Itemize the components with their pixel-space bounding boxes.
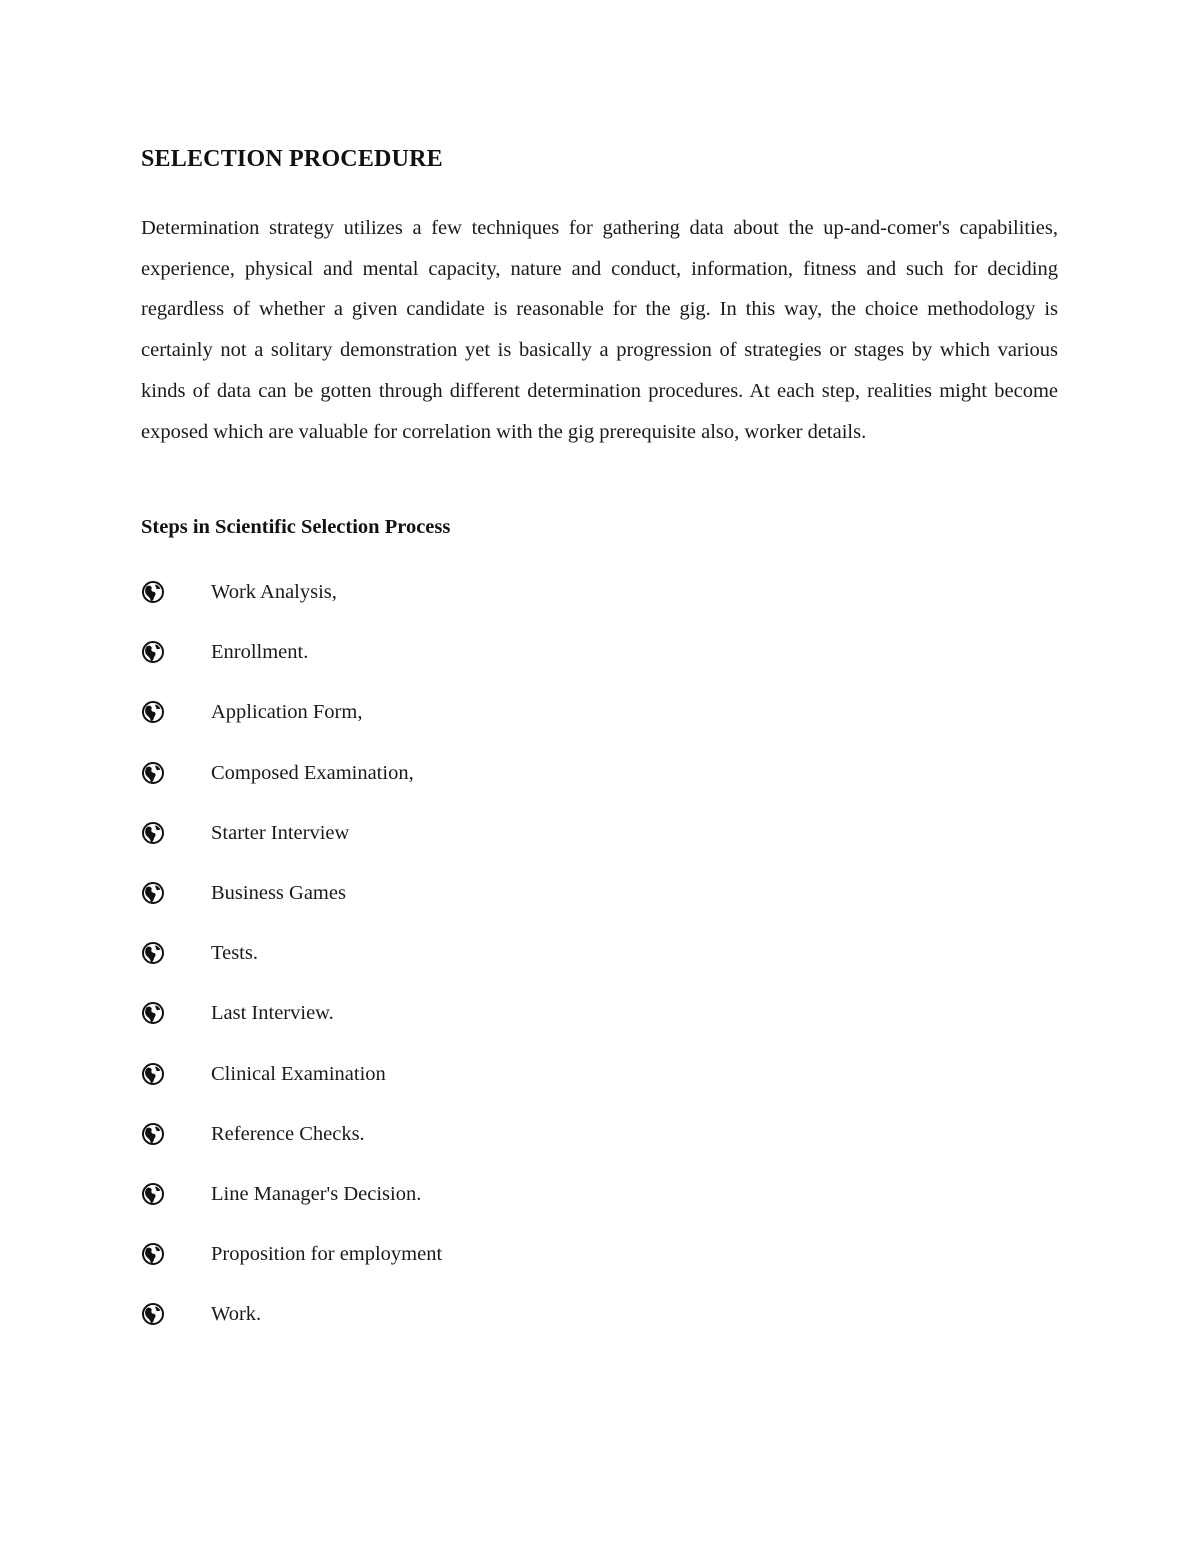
list-item <box>141 1233 442 1293</box>
step-label: Proposition for employment <box>211 1243 443 1266</box>
step-label: Enrollment. <box>211 641 309 664</box>
list-item <box>141 992 442 1052</box>
list-item <box>141 691 442 751</box>
step-label: Work Analysis, <box>211 581 337 603</box>
page-title: SELECTION PROCEDURE <box>141 146 443 172</box>
globe-icon <box>141 1302 165 1326</box>
list-item <box>141 752 442 812</box>
steps-list <box>141 571 442 1353</box>
step-label: Last Interview. <box>211 1002 334 1025</box>
step-label: Line Manager's Decision. <box>211 1182 422 1205</box>
globe-icon <box>141 821 165 845</box>
step-label: Composed Examination, <box>211 761 414 784</box>
globe-icon <box>141 1122 165 1146</box>
list-item <box>141 812 442 872</box>
globe-icon <box>141 761 165 785</box>
list-item <box>141 932 442 992</box>
globe-icon <box>141 700 165 724</box>
list-item <box>141 872 442 932</box>
globe-icon <box>141 1001 165 1025</box>
globe-icon <box>141 580 165 604</box>
list-item <box>141 1173 442 1233</box>
globe-icon <box>141 1182 165 1206</box>
steps-heading: Steps in Scientific Selection Process <box>141 516 451 538</box>
intro-paragraph: Determination strategy utilizes a few techniques for gathering data about the up-and-comer's capabilities, experience, physical and mental capacity, nature and conduct, information, fitness and such for deciding regardless of whether a given candidate is reasonable for the gig. In this way, the choice methodology is certainly not a solitary demonstration yet is basically a progression of strategies or stages by which various kinds of data can be gotten through different determination procedures. At each step, realities might become exposed which are valuable for correlation with the gig prerequisite also, worker details. <box>141 217 1058 443</box>
step-label: Business Games <box>211 881 346 904</box>
step-label: Application Form, <box>211 701 363 724</box>
globe-icon <box>141 640 165 664</box>
step-label: Reference Checks. <box>211 1122 365 1145</box>
globe-icon <box>141 941 165 965</box>
step-label: Clinical Examination <box>211 1062 386 1085</box>
step-label: Starter Interview <box>211 821 350 844</box>
list-item <box>141 1293 442 1353</box>
globe-icon <box>141 1242 165 1266</box>
list-item <box>141 1053 442 1113</box>
globe-icon <box>141 1062 165 1086</box>
list-item <box>141 571 442 631</box>
globe-icon <box>141 881 165 905</box>
step-label: Work. <box>211 1303 262 1326</box>
list-item <box>141 1113 442 1173</box>
step-label: Tests. <box>211 942 258 965</box>
list-item <box>141 631 442 691</box>
